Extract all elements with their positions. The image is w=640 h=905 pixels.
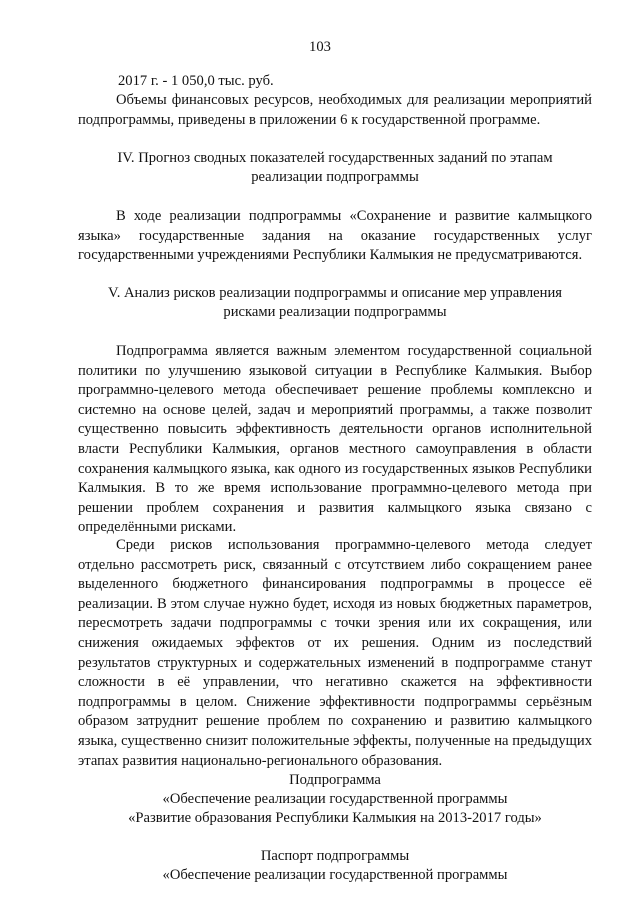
passport-title-line2: «Обеспечение реализации государственной программы — [162, 867, 508, 883]
section-5-heading-line2: рисками реализации подпрограммы — [223, 304, 447, 320]
section-4-heading-line2: реализации подпрограммы — [251, 169, 419, 185]
paragraph-program-method: Подпрограмма является важным элементом государственной социальной политики по улучшению языковой ситуации в Республике Калмыкия. Выбор программно-целевого метода обеспечивает решение проблемы комплексно и системно на основе целей, задач и мероприятий программы, а также позволит существенно повысить эффективность деятельности органов исполнительной власти Республики Калмыкия, органов местного самоуправления в области сохранения калмыцкого языка, как одного из государственных языков Республики Калмыкия. В то же время использование программно-целевого метода при решении проблем сохранения и развития калмыцкого языка связано с определёнными рисками. — [78, 343, 592, 536]
subprogram-title: Подпрограмма — [289, 772, 381, 788]
funding-amount-line: 2017 г. - 1 050,0 тыс. руб. — [118, 73, 274, 89]
subprogram-title-line2: «Обеспечение реализации государственной программы — [162, 791, 508, 807]
section-4-heading-line1: IV. Прогноз сводных показателей государственных заданий по этапам — [117, 150, 553, 166]
section-5-heading-line1: V. Анализ рисков реализации подпрограммы и описание мер управления — [108, 285, 562, 301]
subprogram-title-line3: «Развитие образования Республики Калмыкия на 2013-2017 годы» — [128, 810, 542, 826]
page-number: 103 — [309, 39, 331, 55]
paragraph-risks: Среди рисков использования программно-целевого метода следует отдельно рассмотреть риск, связанный с отсутствием либо сокращением ранее выделенного бюджетного финансирования подпрограммы в процессе её реализации. В этом случае нужно будет, исходя из новых бюджетных параметров, пересмотреть задачи подпрограммы с точки зрения или их сокращения, или снижения ожидаемых эффектов от их решения. Одним из последствий результатов структурных и содержательных изменений в подпрограмме станут сложности в её управлении, что негативно скажется на эффективности подпрограммы в целом. Снижение эффективности подпрограммы серьёзным образом затруднит решение проблем по сохранению и развитию калмыцкого языка, существенно снизит положительные эффекты, полученные на предыдущих этапах развития национально-регионального образования. — [78, 537, 592, 769]
paragraph-funding-volumes: Объемы финансовых ресурсов, необходимых для реализации мероприятий подпрограммы, приведены в приложении 6 к государственной программе. — [78, 92, 592, 128]
paragraph-state-tasks: В ходе реализации подпрограммы «Сохранение и развитие калмыцкого языка» государственные задания на оказание государственных услуг государственными учреждениями Республики Калмыкия не предусматриваются. — [78, 208, 592, 264]
passport-title: Паспорт подпрограммы — [260, 848, 410, 864]
